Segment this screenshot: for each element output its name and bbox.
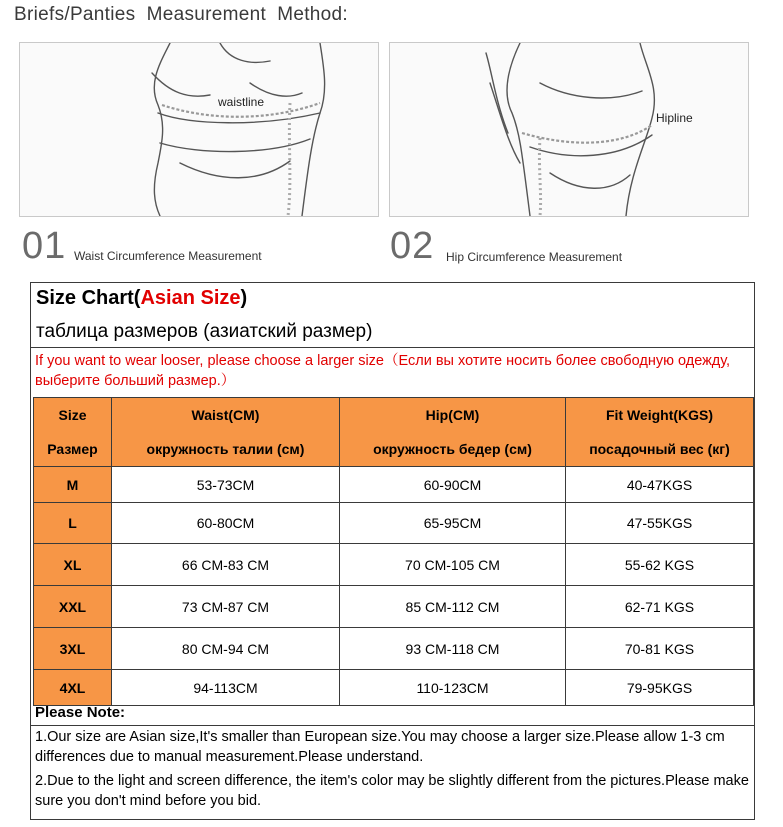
table-row — [34, 670, 754, 706]
divider — [31, 347, 754, 348]
step-text-waist: Waist Circumference Measurement — [74, 249, 262, 263]
waist-cell: 53-73CM — [112, 467, 340, 503]
col-header-waist: Waist(CM) окружность талии (см) — [112, 398, 340, 467]
hipline-label: Hipline — [656, 111, 693, 125]
hip-cell: 93 CM-118 CM — [340, 628, 566, 670]
chart-subtitle: таблица размеров (азиатский размер) — [36, 321, 373, 342]
weight-cell: 55-62 KGS — [566, 544, 754, 586]
table-header-row — [34, 398, 754, 467]
waist-cell: 80 CM-94 CM — [112, 628, 340, 670]
waist-cell: 73 CM-87 CM — [112, 586, 340, 628]
size-cell: 4XL — [34, 670, 112, 706]
hip-cell: 60-90CM — [340, 467, 566, 503]
table-row — [34, 467, 754, 503]
size-cell: XL — [34, 544, 112, 586]
step-text-hip: Hip Circumference Measurement — [446, 250, 623, 264]
hip-illustration — [389, 42, 749, 217]
table-row — [34, 628, 754, 670]
weight-cell: 70-81 KGS — [566, 628, 754, 670]
page-title: Briefs/Panties Measurement Method: — [14, 4, 348, 25]
weight-cell: 79-95KGS — [566, 670, 754, 706]
hip-cell: 70 CM-105 CM — [340, 544, 566, 586]
divider — [31, 725, 754, 726]
waistline-label: waistline — [218, 95, 265, 109]
col-header-size: Size Размер — [34, 398, 112, 467]
hip-cell: 110-123CM — [340, 670, 566, 706]
size-table — [33, 397, 754, 706]
chart-title: Size Chart(Asian Size) — [36, 287, 248, 309]
notes-heading: Please Note: — [35, 704, 126, 721]
hip-cell: 65-95CM — [340, 503, 566, 544]
col-header-hip: Hip(CM) окружность бедер (см) — [340, 398, 566, 467]
size-cell: L — [34, 503, 112, 544]
note-item: 1.Our size are Asian size,It's smaller than European size.You may choose a larger size.Please allow 1-3 cm differences due to manual measurement.Please understand. — [35, 729, 725, 765]
waist-cell: 66 CM-83 CM — [112, 544, 340, 586]
size-cell: M — [34, 467, 112, 503]
size-cell: XXL — [34, 586, 112, 628]
weight-cell: 47-55KGS — [566, 503, 754, 544]
note-item: 2.Due to the light and screen difference, the item's color may be slightly different from the pictures.Please make sure you don't mind before you bid. — [35, 773, 749, 809]
step-number-01: 01 — [22, 225, 67, 267]
weight-cell: 40-47KGS — [566, 467, 754, 503]
sizing-notice: If you want to wear looser, please choose a larger size（Если вы хотите носить более свободную одежду, выберите больший размер.） — [35, 353, 731, 389]
step-number-02: 02 — [390, 225, 435, 267]
table-row — [34, 503, 754, 544]
col-header-weight: Fit Weight(KGS) посадочный вес (кг) — [566, 398, 754, 467]
weight-cell: 62-71 KGS — [566, 586, 754, 628]
size-cell: 3XL — [34, 628, 112, 670]
hip-figure-drawing — [390, 43, 748, 216]
table-row — [34, 586, 754, 628]
waist-figure-drawing — [20, 43, 378, 216]
hip-cell: 85 CM-112 CM — [340, 586, 566, 628]
size-chart — [30, 282, 755, 820]
waist-cell: 94-113CM — [112, 670, 340, 706]
waist-cell: 60-80CM — [112, 503, 340, 544]
table-row — [34, 544, 754, 586]
waist-illustration — [19, 42, 379, 217]
